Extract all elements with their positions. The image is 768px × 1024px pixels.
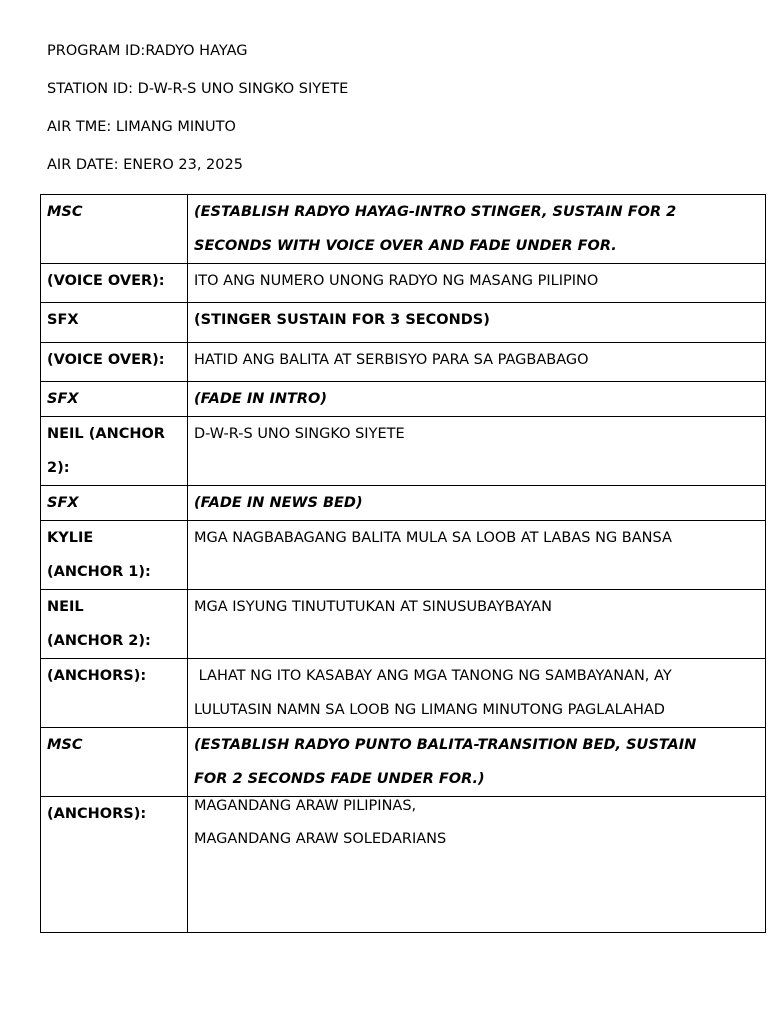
cue-cell bbox=[188, 264, 766, 303]
cue-text: MAGANDANG ARAW SOLEDARIANS bbox=[194, 831, 447, 847]
speaker-label: MSC bbox=[47, 737, 83, 753]
cue-cell bbox=[188, 343, 766, 382]
speaker-label: (ANCHOR 1): bbox=[47, 564, 151, 580]
script-row bbox=[41, 659, 766, 728]
speaker-label: SFX bbox=[47, 312, 79, 328]
speaker-label: NEIL (ANCHOR bbox=[47, 426, 165, 442]
cue-text: ITO ANG NUMERO UNONG RADYO NG MASANG PILIPINO bbox=[194, 273, 599, 289]
script-row bbox=[41, 797, 766, 933]
script-table-body bbox=[41, 195, 766, 933]
cue-cell bbox=[188, 195, 766, 264]
speaker-cell bbox=[41, 264, 188, 303]
cue-text: MGA ISYUNG TINUTUTUKAN AT SINUSUBAYBAYAN bbox=[194, 599, 552, 615]
speaker-label: (ANCHORS): bbox=[47, 806, 147, 822]
speaker-label: SFX bbox=[47, 495, 79, 511]
speaker-label: (VOICE OVER): bbox=[47, 352, 165, 368]
speaker-cell bbox=[41, 521, 188, 590]
speaker-cell bbox=[41, 195, 188, 264]
cue-text: LULUTASIN NAMN SA LOOB NG LIMANG MINUTONG PAGLALAHAD bbox=[194, 702, 665, 718]
script-row bbox=[41, 590, 766, 659]
speaker-cell bbox=[41, 303, 188, 343]
cue-text: D-W-R-S UNO SINGKO SIYETE bbox=[194, 426, 405, 442]
air-time: AIR TME: LIMANG MINUTO bbox=[47, 119, 236, 135]
cue-text: HATID ANG BALITA AT SERBISYO PARA SA PAGBABAGO bbox=[194, 352, 589, 368]
cue-cell bbox=[188, 303, 766, 343]
cue-text: (STINGER SUSTAIN FOR 3 SECONDS) bbox=[194, 312, 490, 328]
program-id: PROGRAM ID:RADYO HAYAG bbox=[47, 43, 248, 59]
speaker-label: 2): bbox=[47, 460, 70, 476]
cue-cell bbox=[188, 417, 766, 486]
cue-text: LAHAT NG ITO KASABAY ANG MGA TANONG NG SAMBAYANAN, AY bbox=[194, 668, 672, 684]
cue-cell bbox=[188, 382, 766, 417]
station-id: STATION ID: D-W-R-S UNO SINGKO SIYETE bbox=[47, 81, 349, 97]
cue-cell bbox=[188, 590, 766, 659]
cue-cell bbox=[188, 728, 766, 797]
script-row bbox=[41, 303, 766, 343]
cue-text: MAGANDANG ARAW PILIPINAS, bbox=[194, 798, 417, 814]
script-row bbox=[41, 343, 766, 382]
script-row bbox=[41, 195, 766, 264]
speaker-label: (VOICE OVER): bbox=[47, 273, 165, 289]
speaker-cell bbox=[41, 382, 188, 417]
speaker-cell bbox=[41, 343, 188, 382]
script-table bbox=[40, 194, 766, 933]
cue-text: (FADE IN INTRO) bbox=[194, 391, 327, 407]
speaker-cell bbox=[41, 486, 188, 521]
cue-text: MGA NAGBABAGANG BALITA MULA SA LOOB AT LABAS NG BANSA bbox=[194, 530, 672, 546]
cue-text: (FADE IN NEWS BED) bbox=[194, 495, 363, 511]
script-row bbox=[41, 264, 766, 303]
speaker-cell bbox=[41, 659, 188, 728]
cue-cell bbox=[188, 486, 766, 521]
cue-cell bbox=[188, 659, 766, 728]
script-row bbox=[41, 382, 766, 417]
script-row bbox=[41, 521, 766, 590]
speaker-label: NEIL bbox=[47, 599, 84, 615]
air-date: AIR DATE: ENERO 23, 2025 bbox=[47, 157, 243, 173]
speaker-cell bbox=[41, 728, 188, 797]
speaker-cell bbox=[41, 797, 188, 933]
cue-text: FOR 2 SECONDS FADE UNDER FOR.) bbox=[194, 771, 485, 787]
cue-text: (ESTABLISH RADYO PUNTO BALITA-TRANSITION BED, SUSTAIN bbox=[194, 737, 697, 753]
speaker-cell bbox=[41, 417, 188, 486]
speaker-cell bbox=[41, 590, 188, 659]
cue-cell bbox=[188, 797, 766, 933]
script-row bbox=[41, 728, 766, 797]
script-row bbox=[41, 417, 766, 486]
speaker-label: MSC bbox=[47, 204, 83, 220]
speaker-label: (ANCHORS): bbox=[47, 668, 147, 684]
speaker-label: KYLIE bbox=[47, 530, 94, 546]
speaker-label: SFX bbox=[47, 391, 79, 407]
cue-text: (ESTABLISH RADYO HAYAG-INTRO STINGER, SUSTAIN FOR 2 bbox=[194, 204, 677, 220]
cue-text: SECONDS WITH VOICE OVER AND FADE UNDER FOR. bbox=[194, 238, 617, 254]
cue-cell bbox=[188, 521, 766, 590]
speaker-label: (ANCHOR 2): bbox=[47, 633, 151, 649]
script-row bbox=[41, 486, 766, 521]
